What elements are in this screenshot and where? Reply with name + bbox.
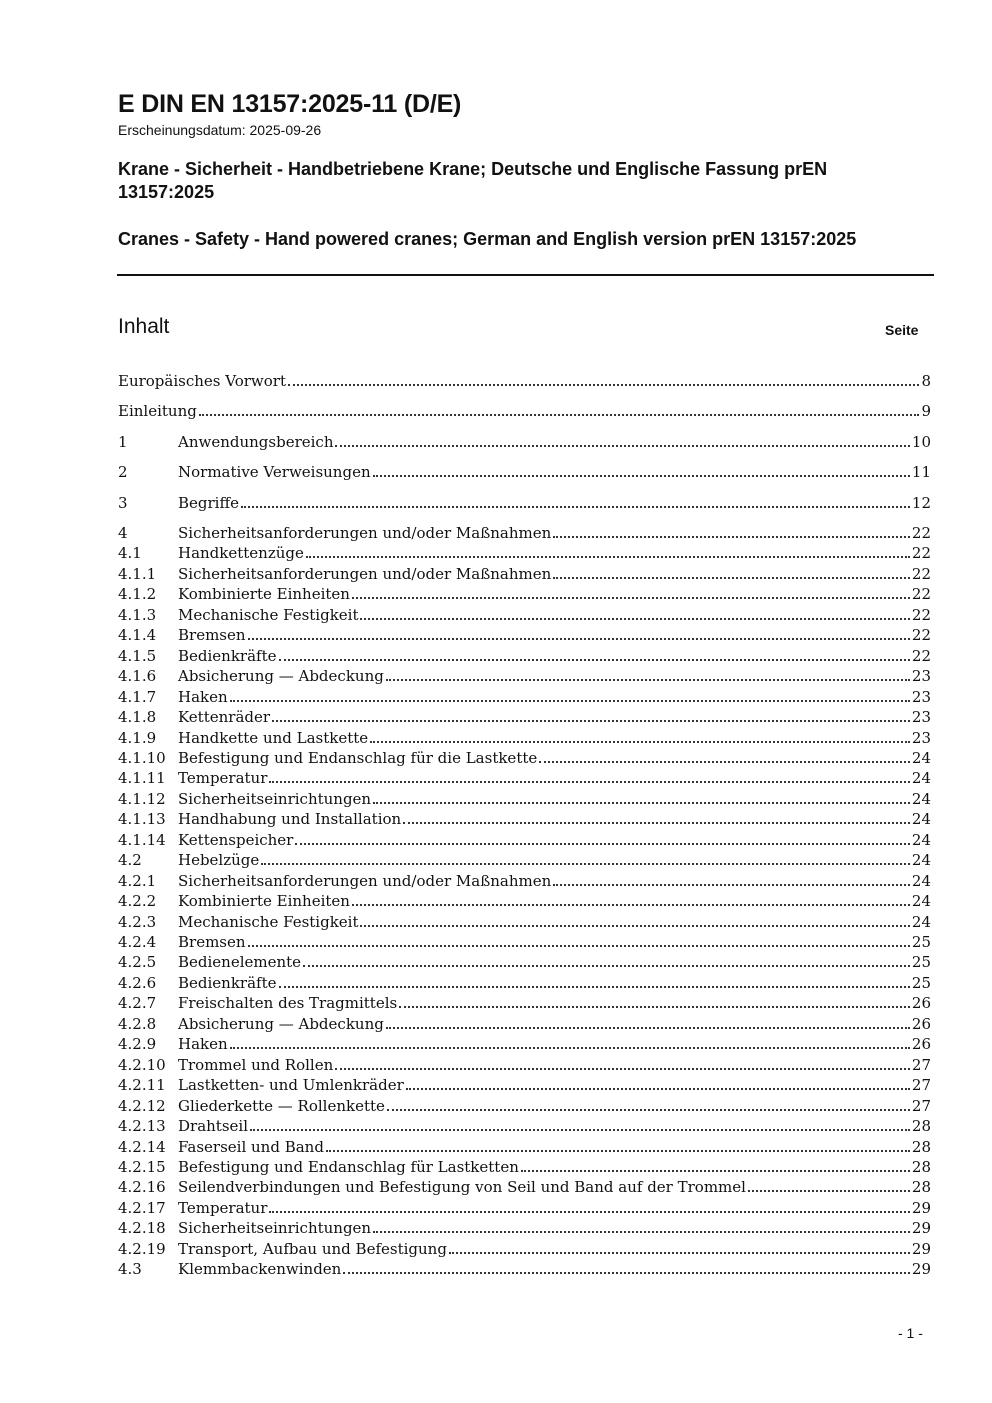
toc-dot-leader bbox=[306, 556, 910, 558]
toc-dot-leader bbox=[360, 925, 909, 927]
toc-entry-page: 24 bbox=[911, 789, 931, 808]
toc-entry-title: Sicherheitsanforderungen und/oder Maßnahmen bbox=[178, 564, 552, 583]
toc-dot-leader bbox=[386, 679, 910, 681]
toc-entry-title: Handkettenzüge bbox=[178, 544, 304, 563]
toc-entry-title: Anwendungsbereich bbox=[178, 433, 334, 451]
toc-entry[interactable] bbox=[118, 993, 931, 1013]
toc-entry-page: 24 bbox=[911, 769, 931, 788]
toc-entry-page: 23 bbox=[911, 687, 931, 706]
toc-entry[interactable] bbox=[118, 1177, 931, 1197]
toc-entry-page: 26 bbox=[911, 994, 931, 1013]
toc-entry-page: 22 bbox=[911, 585, 931, 604]
toc-dot-leader bbox=[360, 618, 909, 620]
toc-entry[interactable] bbox=[118, 646, 931, 666]
toc-dot-leader bbox=[406, 1088, 910, 1090]
toc-entry-page: 28 bbox=[911, 1117, 931, 1136]
toc-entry-page: 12 bbox=[911, 494, 931, 512]
toc-entry-title: Kombinierte Einheiten bbox=[178, 585, 350, 604]
toc-dot-leader bbox=[352, 597, 910, 599]
toc-entry[interactable] bbox=[118, 1218, 931, 1238]
toc-entry-title: Freischalten des Tragmittels bbox=[178, 994, 398, 1013]
toc-entry[interactable] bbox=[118, 1157, 931, 1177]
toc-dot-leader bbox=[553, 577, 910, 579]
toc-entry[interactable] bbox=[118, 1137, 931, 1157]
toc-entry[interactable] bbox=[118, 952, 931, 972]
toc-entry-page: 23 bbox=[911, 728, 931, 747]
toc-entry-title: Seilendverbindungen und Befestigung von Seil und Band auf der Trommel bbox=[178, 1178, 746, 1197]
toc-entry[interactable] bbox=[118, 371, 931, 391]
toc-entry[interactable] bbox=[118, 1239, 931, 1259]
toc-dot-leader bbox=[269, 1211, 910, 1213]
toc-entry-number: 4.2.10 bbox=[118, 1055, 166, 1074]
toc-entry-number: 4.2.11 bbox=[118, 1076, 166, 1095]
toc-entry-page: 24 bbox=[911, 892, 931, 911]
toc-entry-page: 10 bbox=[911, 433, 931, 451]
toc-entry-title: Sicherheitseinrichtungen bbox=[178, 789, 372, 808]
toc-entry-title: Hebelzüge bbox=[178, 851, 260, 870]
toc-dot-leader bbox=[303, 965, 910, 967]
toc-dot-leader bbox=[279, 659, 910, 661]
toc-dot-leader bbox=[248, 638, 910, 640]
toc-entry-title: Einleitung bbox=[118, 402, 197, 420]
toc-entry-title: Kombinierte Einheiten bbox=[178, 892, 350, 911]
toc-dot-leader bbox=[373, 1231, 910, 1233]
toc-entry-page: 25 bbox=[911, 953, 931, 972]
toc-entry-title: Handhabung und Installation bbox=[178, 810, 402, 829]
toc-entry[interactable] bbox=[118, 830, 931, 850]
toc-entry-title: Normative Verweisungen bbox=[178, 463, 371, 481]
toc-dot-leader bbox=[295, 843, 910, 845]
toc-entry-number: 4.2.6 bbox=[118, 973, 157, 992]
toc-entry[interactable] bbox=[118, 850, 931, 870]
toc-entry-page: 24 bbox=[911, 810, 931, 829]
toc-dot-leader bbox=[230, 1047, 910, 1049]
toc-dot-leader bbox=[521, 1170, 910, 1172]
toc-entry-number: 4.2.4 bbox=[118, 933, 157, 951]
toc-entry-number: 4.1.5 bbox=[118, 646, 157, 665]
toc-entry-page: 24 bbox=[911, 851, 931, 870]
toc-entry[interactable] bbox=[118, 748, 931, 768]
toc-entry[interactable] bbox=[118, 1116, 931, 1136]
toc-entry[interactable] bbox=[118, 809, 931, 829]
toc-entry-title: Bedienkräfte bbox=[178, 646, 277, 665]
toc-dot-leader bbox=[335, 1068, 910, 1070]
toc-entry[interactable] bbox=[118, 605, 931, 625]
toc-entry-page: 26 bbox=[911, 1014, 931, 1033]
toc-entry[interactable] bbox=[118, 523, 931, 543]
toc-entry-title: Bremsen bbox=[178, 933, 246, 951]
toc-entry[interactable] bbox=[118, 932, 931, 952]
toc-entry-page: 25 bbox=[911, 933, 931, 951]
toc-entry[interactable] bbox=[118, 1259, 931, 1279]
page-number: - 1 - bbox=[898, 1325, 923, 1341]
toc-entry-title: Mechanische Festigkeit bbox=[178, 912, 359, 931]
toc-entry-page: 8 bbox=[921, 372, 931, 390]
toc-entry-number: 3 bbox=[118, 494, 128, 512]
toc-entry[interactable] bbox=[118, 1014, 931, 1034]
toc-entry-number: 4.1.6 bbox=[118, 667, 157, 686]
toc-entry-title: Befestigung und Endanschlag für Lastketten bbox=[178, 1157, 519, 1176]
toc-entry[interactable] bbox=[118, 768, 931, 788]
toc-entry[interactable] bbox=[118, 1055, 931, 1075]
toc-entry-number: 4.2.8 bbox=[118, 1014, 157, 1033]
toc-entry-number: 4.2.3 bbox=[118, 912, 157, 931]
document-id: E DIN EN 13157:2025-11 (D/E) bbox=[118, 90, 462, 118]
toc-dot-leader bbox=[553, 536, 910, 538]
toc-entry[interactable] bbox=[118, 1075, 931, 1095]
toc-entry-number: 4.1.3 bbox=[118, 605, 157, 624]
toc-entry-page: 25 bbox=[911, 973, 931, 992]
toc-entry-title: Sicherheitsanforderungen und/oder Maßnahmen bbox=[178, 871, 552, 890]
toc-entry[interactable] bbox=[118, 493, 931, 513]
toc-entry-page: 24 bbox=[911, 912, 931, 931]
toc-entry-title: Temperatur bbox=[178, 769, 268, 788]
toc-dot-leader bbox=[248, 945, 910, 947]
toc-dot-leader bbox=[261, 863, 910, 865]
toc-entry-number: 4.2.14 bbox=[118, 1137, 166, 1156]
toc-entry-title: Befestigung und Endanschlag für die Lastkette bbox=[178, 748, 538, 767]
toc-entry-page: 22 bbox=[911, 646, 931, 665]
toc-entry-page: 29 bbox=[911, 1198, 931, 1217]
toc-dot-leader bbox=[326, 1150, 910, 1152]
toc-heading: Inhalt bbox=[118, 315, 170, 338]
toc-entry-page: 22 bbox=[911, 564, 931, 583]
toc-entry-title: Europäisches Vorwort bbox=[118, 372, 286, 390]
toc-entry[interactable] bbox=[118, 789, 931, 809]
toc-entry-title: Bedienkräfte bbox=[178, 973, 277, 992]
toc-entry-page: 29 bbox=[911, 1219, 931, 1238]
toc-entry-page: 24 bbox=[911, 748, 931, 767]
toc-entry-number: 4.2.15 bbox=[118, 1157, 166, 1176]
toc-entry[interactable] bbox=[118, 728, 931, 748]
toc-entry-number: 4.1.10 bbox=[118, 748, 166, 767]
toc-entry-title: Haken bbox=[178, 687, 228, 706]
toc-entry-page: 27 bbox=[911, 1076, 931, 1095]
toc-dot-leader bbox=[279, 986, 910, 988]
toc-entry-number: 4.1.7 bbox=[118, 687, 157, 706]
toc-entry-title: Bremsen bbox=[178, 626, 246, 645]
title-english: Cranes - Safety - Hand powered cranes; German and English version prEN 13157:2025 bbox=[118, 229, 857, 249]
toc-entry-title: Faserseil und Band bbox=[178, 1137, 324, 1156]
toc-dot-leader bbox=[250, 1129, 910, 1131]
toc-entry-number: 4.2.18 bbox=[118, 1219, 166, 1238]
toc-dot-leader bbox=[449, 1252, 910, 1254]
toc-entry[interactable] bbox=[118, 543, 931, 563]
toc-entry-title: Handkette und Lastkette bbox=[178, 728, 369, 747]
toc-dot-leader bbox=[399, 1006, 910, 1008]
toc-entry-number: 4.2.7 bbox=[118, 994, 157, 1013]
toc-entry-page: 26 bbox=[911, 1035, 931, 1054]
toc-dot-leader bbox=[387, 1109, 910, 1111]
toc-entry-page: 11 bbox=[911, 463, 931, 481]
toc-entry-number: 4.2.19 bbox=[118, 1239, 166, 1258]
toc-entry-page: 24 bbox=[911, 830, 931, 849]
toc-entry-number: 1 bbox=[118, 433, 128, 451]
toc-entry-title: Temperatur bbox=[178, 1198, 268, 1217]
toc-entry-number: 2 bbox=[118, 463, 128, 481]
toc-entry-number: 4.1.4 bbox=[118, 626, 157, 645]
title-german: Krane - Sicherheit - Handbetriebene Krane; Deutsche und Englische Fassung prEN 13157:2025 bbox=[118, 159, 828, 202]
toc-entry-page: 29 bbox=[911, 1239, 931, 1258]
toc-entry-title: Kettenspeicher bbox=[178, 830, 294, 849]
toc-dot-leader bbox=[230, 700, 910, 702]
toc-entry-page: 27 bbox=[911, 1055, 931, 1074]
toc-entry-number: 4.2.1 bbox=[118, 871, 157, 890]
toc-entry-number: 4.2.2 bbox=[118, 892, 157, 911]
toc-entry[interactable] bbox=[118, 707, 931, 727]
toc-entry-page: 28 bbox=[911, 1157, 931, 1176]
toc-dot-leader bbox=[370, 741, 910, 743]
toc-entry-page: 24 bbox=[911, 871, 931, 890]
toc-entry-page: 28 bbox=[911, 1137, 931, 1156]
toc-entry-title: Begriffe bbox=[178, 494, 240, 512]
toc-entry-number: 4.1 bbox=[118, 544, 142, 563]
toc-entry-number: 4.3 bbox=[118, 1260, 142, 1279]
toc-entry-number: 4.2.5 bbox=[118, 953, 157, 972]
toc-entry-title: Gliederkette — Rollenkette bbox=[178, 1096, 385, 1115]
toc-entry-title: Lastketten- und Umlenkräder bbox=[178, 1076, 404, 1095]
toc-entry-page: 9 bbox=[921, 402, 931, 420]
toc-entry-number: 4.1.9 bbox=[118, 728, 157, 747]
toc-dot-leader bbox=[288, 384, 919, 386]
toc-entry-number: 4.1.1 bbox=[118, 564, 157, 583]
toc-entry[interactable] bbox=[118, 625, 931, 645]
toc-entry-title: Absicherung — Abdeckung bbox=[178, 667, 384, 686]
toc-entry[interactable] bbox=[118, 584, 931, 604]
toc-entry-title: Mechanische Festigkeit bbox=[178, 605, 359, 624]
toc-entry-page: 22 bbox=[911, 605, 931, 624]
toc-list bbox=[118, 0, 931, 1403]
toc-dot-leader bbox=[403, 822, 910, 824]
toc-entry-number: 4.1.11 bbox=[118, 769, 166, 788]
toc-entry[interactable] bbox=[118, 687, 931, 707]
toc-dot-leader bbox=[343, 1272, 910, 1274]
toc-entry[interactable] bbox=[118, 564, 931, 584]
toc-entry-title: Bedienelemente bbox=[178, 953, 302, 972]
toc-entry[interactable] bbox=[118, 912, 931, 932]
toc-entry[interactable] bbox=[118, 1034, 931, 1054]
toc-entry-number: 4.1.8 bbox=[118, 708, 157, 727]
toc-dot-leader bbox=[373, 802, 910, 804]
toc-entry-title: Trommel und Rollen bbox=[178, 1055, 334, 1074]
toc-entry-number: 4.2.12 bbox=[118, 1096, 166, 1115]
toc-entry-number: 4.1.14 bbox=[118, 830, 166, 849]
toc-dot-leader bbox=[335, 445, 909, 447]
toc-page-column-label: Seite bbox=[885, 322, 919, 338]
toc-entry[interactable] bbox=[118, 666, 931, 686]
toc-entry-page: 29 bbox=[911, 1260, 931, 1279]
toc-entry-page: 28 bbox=[911, 1178, 931, 1197]
toc-entry[interactable] bbox=[118, 432, 931, 452]
toc-entry-number: 4.1.13 bbox=[118, 810, 166, 829]
toc-entry-page: 23 bbox=[911, 708, 931, 727]
toc-dot-leader bbox=[373, 475, 910, 477]
toc-dot-leader bbox=[269, 781, 910, 783]
toc-entry[interactable] bbox=[118, 462, 931, 482]
toc-entry-number: 4 bbox=[118, 524, 128, 542]
toc-entry-title: Haken bbox=[178, 1035, 228, 1054]
toc-entry[interactable] bbox=[118, 973, 931, 993]
toc-entry-title: Klemmbackenwinden bbox=[178, 1260, 342, 1279]
toc-dot-leader bbox=[553, 884, 910, 886]
toc-entry-title: Transport, Aufbau und Befestigung bbox=[178, 1239, 447, 1258]
toc-entry-page: 22 bbox=[911, 524, 931, 542]
toc-entry-number: 4.1.12 bbox=[118, 789, 166, 808]
toc-entry-number: 4.2.13 bbox=[118, 1117, 166, 1136]
toc-dot-leader bbox=[272, 720, 910, 722]
toc-entry[interactable] bbox=[118, 891, 931, 911]
toc-dot-leader bbox=[199, 414, 920, 416]
toc-entry-page: 27 bbox=[911, 1096, 931, 1115]
toc-entry-page: 22 bbox=[911, 544, 931, 563]
toc-entry[interactable] bbox=[118, 871, 931, 891]
toc-entry-number: 4.2.16 bbox=[118, 1178, 166, 1197]
toc-dot-leader bbox=[748, 1190, 910, 1192]
toc-dot-leader bbox=[539, 761, 910, 763]
toc-entry-page: 22 bbox=[911, 626, 931, 645]
publication-date: Erscheinungsdatum: 2025-09-26 bbox=[118, 122, 322, 138]
toc-entry-title: Sicherheitseinrichtungen bbox=[178, 1219, 372, 1238]
toc-entry-title: Sicherheitsanforderungen und/oder Maßnahmen bbox=[178, 524, 552, 542]
toc-entry-number: 4.1.2 bbox=[118, 585, 157, 604]
toc-entry[interactable] bbox=[118, 1198, 931, 1218]
toc-entry-number: 4.2.17 bbox=[118, 1198, 166, 1217]
toc-entry[interactable] bbox=[118, 401, 931, 421]
toc-entry-title: Kettenräder bbox=[178, 708, 271, 727]
toc-entry-title: Absicherung — Abdeckung bbox=[178, 1014, 384, 1033]
toc-entry[interactable] bbox=[118, 1096, 931, 1116]
toc-entry-number: 4.2.9 bbox=[118, 1035, 157, 1054]
toc-dot-leader bbox=[352, 904, 910, 906]
toc-entry-number: 4.2 bbox=[118, 851, 142, 870]
toc-dot-leader bbox=[241, 506, 910, 508]
toc-entry-title: Drahtseil bbox=[178, 1117, 248, 1136]
toc-entry-page: 23 bbox=[911, 667, 931, 686]
toc-dot-leader bbox=[386, 1027, 910, 1029]
